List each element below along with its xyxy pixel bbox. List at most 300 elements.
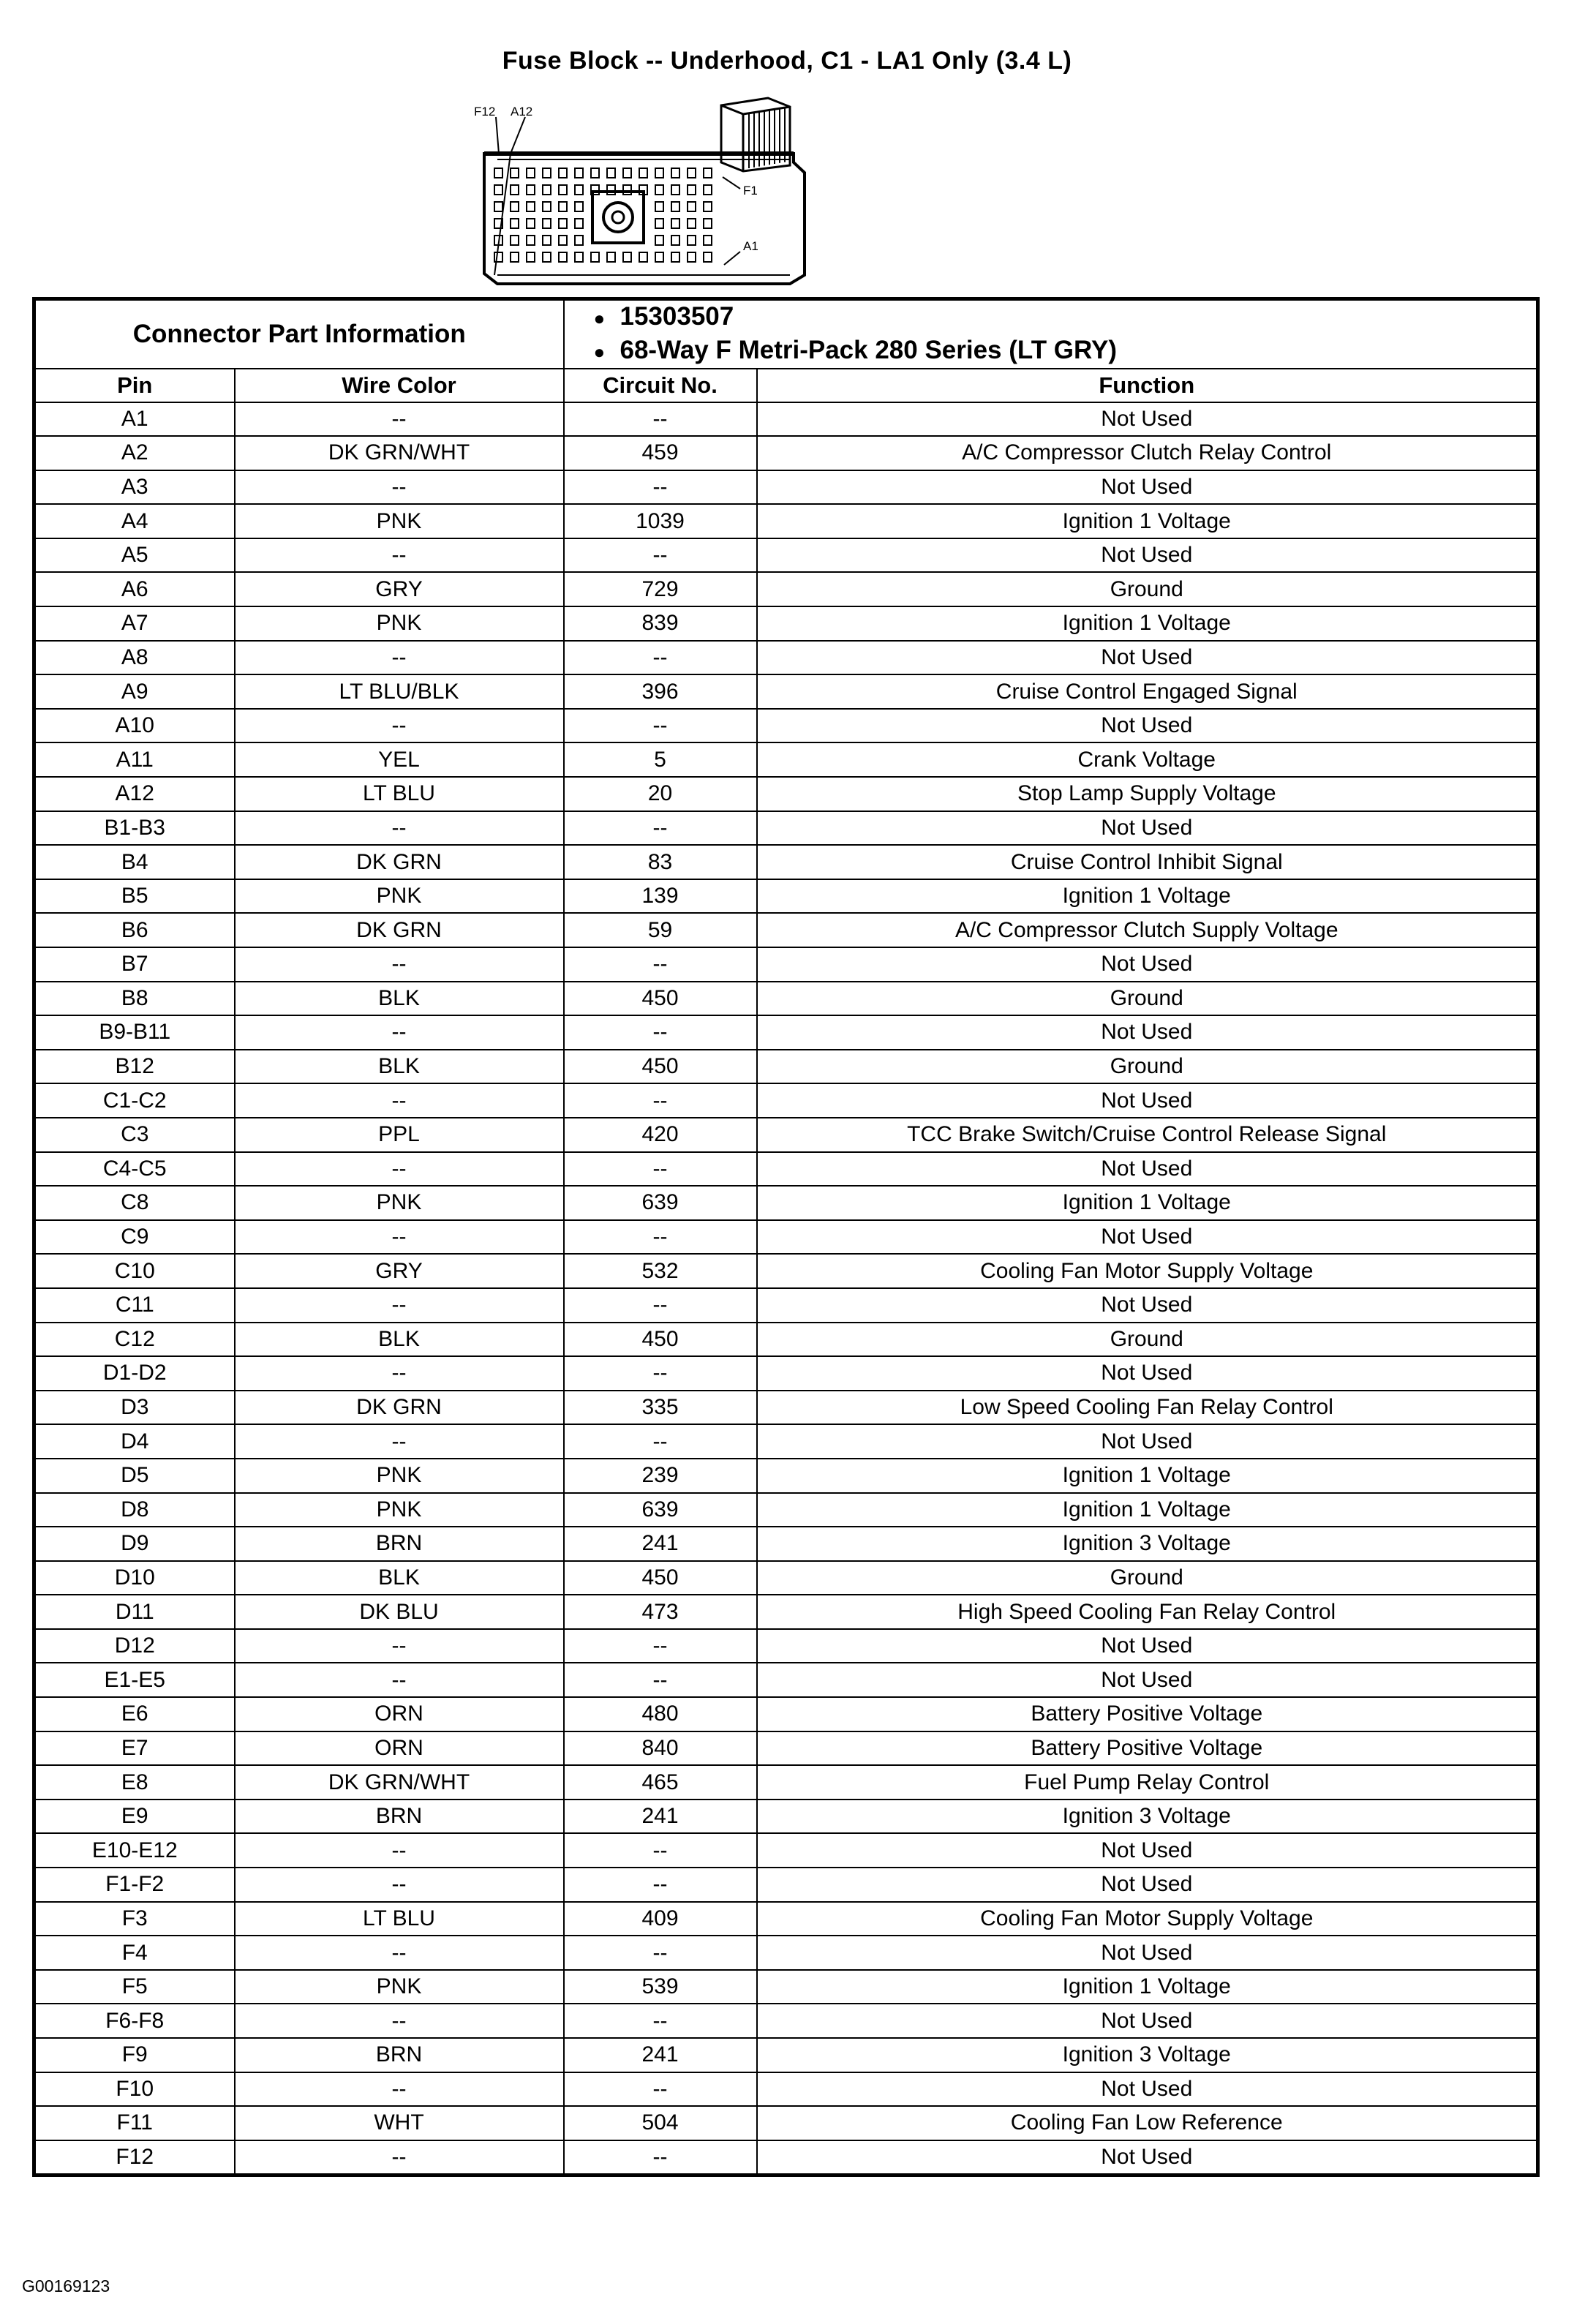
cell-pin: E6	[34, 1697, 235, 1731]
table-row	[34, 1833, 1538, 1868]
cell-wire-color: --	[235, 1152, 564, 1187]
cell-wire-color: --	[235, 947, 564, 982]
pin-cavity	[543, 168, 551, 178]
cell-pin: C10	[34, 1254, 235, 1288]
table-row	[34, 1459, 1538, 1493]
cell-pin: A1	[34, 402, 235, 437]
table-row	[34, 777, 1538, 811]
cell-function: Ground	[757, 982, 1538, 1016]
cell-wire-color: GRY	[235, 572, 564, 606]
pin-cavity	[623, 168, 631, 178]
cell-function: Ignition 1 Voltage	[757, 504, 1538, 538]
cell-function: Ignition 1 Voltage	[757, 1970, 1538, 2004]
table-row	[34, 2038, 1538, 2072]
cell-wire-color: --	[235, 402, 564, 437]
cell-function: Not Used	[757, 2072, 1538, 2107]
pin-cavity	[671, 168, 679, 178]
cell-wire-color: DK GRN	[235, 913, 564, 947]
cell-wire-color: BLK	[235, 982, 564, 1016]
table-row	[34, 1765, 1538, 1800]
cell-circuit-no: --	[564, 811, 757, 846]
pin-cavity	[688, 202, 696, 211]
cell-wire-color: PNK	[235, 1493, 564, 1527]
cell-function: Ignition 3 Voltage	[757, 2038, 1538, 2072]
cell-circuit-no: 239	[564, 1459, 757, 1493]
cell-circuit-no: --	[564, 1356, 757, 1391]
cell-function: Not Used	[757, 470, 1538, 505]
cell-circuit-no: 409	[564, 1902, 757, 1936]
cell-wire-color: --	[235, 709, 564, 743]
cell-function: A/C Compressor Clutch Relay Control	[757, 436, 1538, 470]
cell-function: Not Used	[757, 2140, 1538, 2176]
cell-pin: D10	[34, 1561, 235, 1595]
cell-function: Not Used	[757, 1220, 1538, 1255]
pin-cavity	[527, 252, 535, 262]
pin-cavity	[671, 185, 679, 195]
cell-wire-color: DK BLU	[235, 1595, 564, 1629]
cell-pin: D1-D2	[34, 1356, 235, 1391]
cell-function: Battery Positive Voltage	[757, 1697, 1538, 1731]
cell-wire-color: DK GRN/WHT	[235, 1765, 564, 1800]
cell-circuit-no: 639	[564, 1186, 757, 1220]
cell-pin: D3	[34, 1391, 235, 1425]
pin-cavity	[623, 252, 631, 262]
pin-cavity	[704, 236, 712, 245]
cell-circuit-no: --	[564, 1629, 757, 1663]
cell-pin: A7	[34, 606, 235, 641]
table-row	[34, 2140, 1538, 2176]
cell-circuit-no: --	[564, 538, 757, 573]
cell-circuit-no: --	[564, 1833, 757, 1868]
cell-pin: A6	[34, 572, 235, 606]
cell-wire-color: LT BLU	[235, 777, 564, 811]
cell-wire-color: WHT	[235, 2106, 564, 2140]
bullet-icon: ●	[593, 307, 606, 329]
cell-pin: F12	[34, 2140, 235, 2176]
cell-wire-color: --	[235, 470, 564, 505]
cell-pin: A9	[34, 674, 235, 709]
pin-cavity	[655, 252, 663, 262]
cell-pin: F9	[34, 2038, 235, 2072]
callout-label-a12: A12	[511, 105, 533, 119]
pin-cavity	[671, 252, 679, 262]
cell-wire-color: --	[235, 1356, 564, 1391]
cell-wire-color: BLK	[235, 1561, 564, 1595]
table-row	[34, 1050, 1538, 1084]
cell-pin: D11	[34, 1595, 235, 1629]
cell-pin: A3	[34, 470, 235, 505]
cell-pin: B4	[34, 845, 235, 879]
cell-pin: C8	[34, 1186, 235, 1220]
column-header-circuit-no: Circuit No.	[564, 369, 757, 402]
cell-pin: E10-E12	[34, 1833, 235, 1868]
cell-wire-color: LT BLU/BLK	[235, 674, 564, 709]
table-row	[34, 1015, 1538, 1050]
pin-cavity	[704, 185, 712, 195]
table-row	[34, 470, 1538, 505]
pin-cavity	[511, 219, 519, 228]
connector-info-row	[34, 299, 1538, 369]
callout-leaders	[494, 117, 740, 275]
cell-circuit-no: 59	[564, 913, 757, 947]
table-row	[34, 1629, 1538, 1663]
cell-circuit-no: 1039	[564, 504, 757, 538]
cell-wire-color: --	[235, 538, 564, 573]
cell-function: Battery Positive Voltage	[757, 1731, 1538, 1766]
cell-pin: B7	[34, 947, 235, 982]
cell-pin: A4	[34, 504, 235, 538]
cell-pin: C1-C2	[34, 1083, 235, 1118]
table-row	[34, 1323, 1538, 1357]
cell-circuit-no: --	[564, 470, 757, 505]
center-post	[592, 192, 644, 243]
table-row	[34, 1800, 1538, 1834]
pin-cavity	[671, 202, 679, 211]
connector-part-list	[564, 299, 1538, 369]
pin-cavity	[543, 219, 551, 228]
cell-circuit-no: --	[564, 1083, 757, 1118]
cell-pin: B1-B3	[34, 811, 235, 846]
pin-cavity	[688, 236, 696, 245]
cell-wire-color: DK GRN	[235, 1391, 564, 1425]
table-row	[34, 1527, 1538, 1561]
pin-cavity	[527, 219, 535, 228]
cell-wire-color: PNK	[235, 1459, 564, 1493]
cell-pin: A5	[34, 538, 235, 573]
table-row	[34, 1356, 1538, 1391]
pin-cavity	[704, 168, 712, 178]
pin-cavity	[527, 185, 535, 195]
pin-cavity	[704, 252, 712, 262]
cell-function: Cooling Fan Low Reference	[757, 2106, 1538, 2140]
table-row	[34, 1561, 1538, 1595]
cell-function: Ignition 3 Voltage	[757, 1800, 1538, 1834]
cell-wire-color: --	[235, 2140, 564, 2176]
table-row	[34, 1595, 1538, 1629]
cell-function: Not Used	[757, 947, 1538, 982]
cell-function: Ground	[757, 572, 1538, 606]
cell-wire-color: ORN	[235, 1731, 564, 1766]
cell-function: Not Used	[757, 1629, 1538, 1663]
callout-label-a1: A1	[743, 239, 758, 253]
pin-cavity	[655, 236, 663, 245]
cell-circuit-no: 473	[564, 1595, 757, 1629]
table-row	[34, 538, 1538, 573]
table-row	[34, 572, 1538, 606]
cell-circuit-no: 532	[564, 1254, 757, 1288]
cell-function: Not Used	[757, 1663, 1538, 1697]
pin-cavity	[559, 236, 567, 245]
cell-circuit-no: --	[564, 641, 757, 675]
cell-function: A/C Compressor Clutch Supply Voltage	[757, 913, 1538, 947]
cell-function: Fuel Pump Relay Control	[757, 1765, 1538, 1800]
pin-cavity	[575, 236, 583, 245]
cell-function: Not Used	[757, 402, 1538, 437]
pin-cavity	[527, 236, 535, 245]
cell-wire-color: PNK	[235, 879, 564, 914]
cell-circuit-no: --	[564, 1663, 757, 1697]
pin-cavity	[688, 185, 696, 195]
cell-wire-color: DK GRN	[235, 845, 564, 879]
table-row	[34, 1288, 1538, 1323]
pin-cavity	[543, 252, 551, 262]
cell-circuit-no: --	[564, 2072, 757, 2107]
table-row	[34, 742, 1538, 777]
cell-wire-color: --	[235, 1663, 564, 1697]
cell-function: Ground	[757, 1561, 1538, 1595]
column-header-function: Function	[757, 369, 1538, 402]
table-row	[34, 674, 1538, 709]
pin-cavity	[543, 202, 551, 211]
cell-wire-color: BRN	[235, 1800, 564, 1834]
cell-circuit-no: 5	[564, 742, 757, 777]
cell-wire-color: --	[235, 1083, 564, 1118]
cell-function: Not Used	[757, 538, 1538, 573]
cell-function: Not Used	[757, 1152, 1538, 1187]
cell-circuit-no: --	[564, 947, 757, 982]
cell-function: Not Used	[757, 811, 1538, 846]
cell-wire-color: --	[235, 1220, 564, 1255]
part-description-line: ● 68-Way F Metri-Pack 280 Series (LT GRY)	[594, 334, 1537, 368]
column-header-pin: Pin	[34, 369, 235, 402]
part-number-line: ● 15303507	[594, 301, 1537, 334]
cell-wire-color: PNK	[235, 1186, 564, 1220]
pin-cavity	[543, 236, 551, 245]
pin-cavity	[559, 185, 567, 195]
pin-cavity	[591, 168, 599, 178]
cell-wire-color: PPL	[235, 1118, 564, 1152]
pin-cavity	[575, 185, 583, 195]
table-row	[34, 641, 1538, 675]
cell-function: Not Used	[757, 641, 1538, 675]
cell-function: High Speed Cooling Fan Relay Control	[757, 1595, 1538, 1629]
cell-wire-color: --	[235, 1936, 564, 1970]
cell-wire-color: PNK	[235, 606, 564, 641]
table-row	[34, 1868, 1538, 1902]
table-row	[34, 1186, 1538, 1220]
table-row	[34, 913, 1538, 947]
cell-pin: E8	[34, 1765, 235, 1800]
table-row	[34, 845, 1538, 879]
connector-info-label: Connector Part Information	[34, 299, 564, 369]
pin-cavity	[639, 252, 647, 262]
cell-circuit-no: 450	[564, 1561, 757, 1595]
pin-cavity	[494, 185, 502, 195]
cell-pin: D9	[34, 1527, 235, 1561]
cell-circuit-no: 396	[564, 674, 757, 709]
table-row	[34, 1254, 1538, 1288]
cell-function: Ignition 1 Voltage	[757, 1186, 1538, 1220]
cell-pin: F1-F2	[34, 1868, 235, 1902]
table-row	[34, 2072, 1538, 2107]
cell-wire-color: BRN	[235, 2038, 564, 2072]
table-row	[34, 1152, 1538, 1187]
cell-pin: C9	[34, 1220, 235, 1255]
cell-function: Ignition 1 Voltage	[757, 606, 1538, 641]
cell-circuit-no: 459	[564, 436, 757, 470]
cell-circuit-no: --	[564, 1288, 757, 1323]
table-row	[34, 1936, 1538, 1970]
cell-wire-color: --	[235, 1424, 564, 1459]
cell-function: Not Used	[757, 1424, 1538, 1459]
table-row	[34, 1902, 1538, 1936]
cell-function: Ignition 3 Voltage	[757, 1527, 1538, 1561]
cell-function: TCC Brake Switch/Cruise Control Release Signal	[757, 1118, 1538, 1152]
pin-cavity	[607, 185, 615, 195]
cell-pin: E7	[34, 1731, 235, 1766]
pin-cavity	[494, 202, 502, 211]
pin-cavity	[575, 168, 583, 178]
cell-pin: D12	[34, 1629, 235, 1663]
cell-circuit-no: --	[564, 1152, 757, 1187]
cell-function: Ignition 1 Voltage	[757, 1493, 1538, 1527]
cell-pin: F3	[34, 1902, 235, 1936]
pin-cavity	[655, 168, 663, 178]
cell-pin: A12	[34, 777, 235, 811]
cell-circuit-no: 241	[564, 1527, 757, 1561]
cell-circuit-no: --	[564, 2004, 757, 2038]
table-row	[34, 402, 1538, 437]
cell-function: Not Used	[757, 1936, 1538, 1970]
cell-circuit-no: --	[564, 2140, 757, 2176]
cell-pin: B5	[34, 879, 235, 914]
table-row	[34, 504, 1538, 538]
cell-function: Not Used	[757, 1868, 1538, 1902]
pin-cavity	[559, 219, 567, 228]
pin-cavity	[527, 202, 535, 211]
pin-cavity	[671, 236, 679, 245]
cell-wire-color: DK GRN/WHT	[235, 436, 564, 470]
pin-cavity	[511, 202, 519, 211]
pin-cavity	[623, 185, 631, 195]
cell-wire-color: --	[235, 1868, 564, 1902]
pin-cavity	[671, 219, 679, 228]
table-row	[34, 606, 1538, 641]
pin-cavity	[688, 252, 696, 262]
cell-function: Not Used	[757, 1083, 1538, 1118]
pin-cavity	[527, 168, 535, 178]
cell-pin: E9	[34, 1800, 235, 1834]
cell-wire-color: --	[235, 811, 564, 846]
column-header-wire-color: Wire Color	[235, 369, 564, 402]
table-row	[34, 1220, 1538, 1255]
cell-circuit-no: 139	[564, 879, 757, 914]
cell-wire-color: --	[235, 641, 564, 675]
cell-wire-color: --	[235, 1629, 564, 1663]
cell-function: Not Used	[757, 1356, 1538, 1391]
cell-pin: B9-B11	[34, 1015, 235, 1050]
cell-circuit-no: 241	[564, 2038, 757, 2072]
callout-label-f12: F12	[474, 105, 496, 119]
pin-cavity	[607, 168, 615, 178]
cell-wire-color: --	[235, 1288, 564, 1323]
table-row	[34, 1083, 1538, 1118]
column-header-row	[34, 369, 1538, 402]
table-row	[34, 2004, 1538, 2038]
table-row	[34, 1697, 1538, 1731]
cell-pin: F4	[34, 1936, 235, 1970]
pin-cavity	[511, 185, 519, 195]
cell-circuit-no: --	[564, 709, 757, 743]
cell-pin: A10	[34, 709, 235, 743]
cell-wire-color: LT BLU	[235, 1902, 564, 1936]
cell-circuit-no: --	[564, 1424, 757, 1459]
cell-pin: A2	[34, 436, 235, 470]
bullet-icon: ●	[593, 340, 606, 363]
cell-function: Cooling Fan Motor Supply Voltage	[757, 1254, 1538, 1288]
cell-circuit-no: 840	[564, 1731, 757, 1766]
pin-cavity	[575, 202, 583, 211]
cell-function: Not Used	[757, 709, 1538, 743]
pin-cavity	[575, 252, 583, 262]
cell-circuit-no: 480	[564, 1697, 757, 1731]
cell-function: Not Used	[757, 1833, 1538, 1868]
table-row	[34, 947, 1538, 982]
table-row	[34, 2106, 1538, 2140]
cell-function: Not Used	[757, 2004, 1538, 2038]
pin-cavity	[655, 202, 663, 211]
pin-cavity	[639, 168, 647, 178]
pin-cavity	[511, 168, 519, 178]
cell-pin: B6	[34, 913, 235, 947]
table-row	[34, 709, 1538, 743]
callout-label-f1: F1	[743, 184, 758, 198]
cell-pin: D8	[34, 1493, 235, 1527]
cell-circuit-no: --	[564, 1220, 757, 1255]
cell-circuit-no: 729	[564, 572, 757, 606]
pin-cavity	[494, 168, 502, 178]
connector-face-diagram	[468, 92, 819, 290]
pin-cavity	[704, 219, 712, 228]
cell-wire-color: --	[235, 1833, 564, 1868]
table-row	[34, 879, 1538, 914]
cell-function: Ignition 1 Voltage	[757, 1459, 1538, 1493]
cell-wire-color: GRY	[235, 1254, 564, 1288]
cell-function: Cruise Control Engaged Signal	[757, 674, 1538, 709]
cell-circuit-no: 465	[564, 1765, 757, 1800]
cell-function: Ground	[757, 1050, 1538, 1084]
cell-pin: C12	[34, 1323, 235, 1357]
cell-pin: F11	[34, 2106, 235, 2140]
cell-pin: F6-F8	[34, 2004, 235, 2038]
cell-circuit-no: 450	[564, 982, 757, 1016]
cell-wire-color: YEL	[235, 742, 564, 777]
pin-cavity	[559, 202, 567, 211]
cell-circuit-no: --	[564, 402, 757, 437]
cell-circuit-no: 83	[564, 845, 757, 879]
pin-cavity	[559, 168, 567, 178]
table-row	[34, 436, 1538, 470]
pin-cavity	[607, 252, 615, 262]
cell-function: Low Speed Cooling Fan Relay Control	[757, 1391, 1538, 1425]
pin-cavity	[704, 202, 712, 211]
cell-pin: B12	[34, 1050, 235, 1084]
cell-pin: B8	[34, 982, 235, 1016]
table-row	[34, 811, 1538, 846]
pin-cavity	[655, 185, 663, 195]
cell-function: Not Used	[757, 1288, 1538, 1323]
cell-circuit-no: 420	[564, 1118, 757, 1152]
cell-pin: C11	[34, 1288, 235, 1323]
cell-circuit-no: 450	[564, 1050, 757, 1084]
cell-function: Not Used	[757, 1015, 1538, 1050]
cell-wire-color: --	[235, 2004, 564, 2038]
pin-cavity	[655, 219, 663, 228]
cell-circuit-no: 839	[564, 606, 757, 641]
cell-wire-color: BRN	[235, 1527, 564, 1561]
table-row	[34, 1970, 1538, 2004]
cell-circuit-no: --	[564, 1868, 757, 1902]
